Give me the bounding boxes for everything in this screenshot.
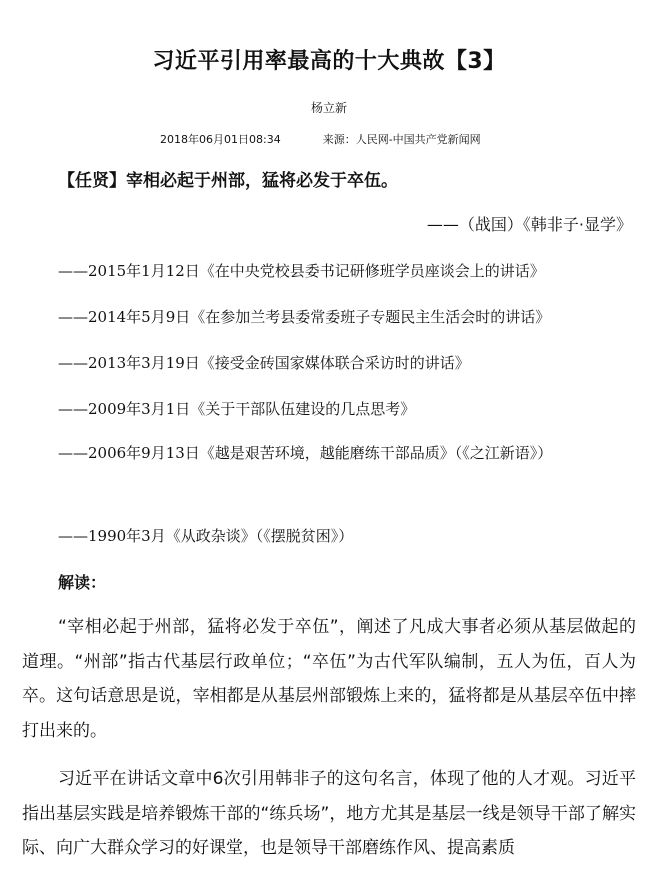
article-title: 习近平引用率最高的十大典故【3】 [152,49,506,74]
citation-item: ——2015年1月12日《在中央党校县委书记研修班学员座谈会上的讲话》 [58,262,545,280]
citation-item: ——1990年3月《从政杂谈》（《摆脱贫困》） [58,527,354,545]
publish-date: 2018年06月01日08:34 [160,133,281,146]
citation-item: ——2009年3月1日《关于干部队伍建设的几点思考》 [58,400,416,418]
interpretation-label: 解读： [58,573,107,592]
quote-attribution: ——（战国）《韩非子·显学》 [426,215,632,234]
interpretation-paragraph: 习近平在讲话文章中6次引用韩非子的这句名言，体现了他的人才观。习近平指出基层实践是培养锻炼干部的“练兵场”，地方尤其是基层一线是领导干部了解实际、向广大群众学习的好课堂，也是领导干部磨练作风、提高素质 [22,769,636,858]
interpretation-paragraph: “宰相必起于州部，猛将必发于卒伍”，阐述了凡成大事者必须从基层做起的道理。“州部”指古代基层行政单位；“卒伍”为古代军队编制，五人为伍，百人为卒。这句话意思是说，宰相都是从基层州部锻炼上来的，猛将都是从基层卒伍中摔打出来的。 [22,617,636,741]
article-meta [160,131,481,147]
article-source: 来源：人民网-中国共产党新闻网 [322,133,481,146]
quote-heading: 【任贤】宰相必起于州部，猛将必发于卒伍。 [58,171,398,191]
citation-item: ——2006年9月13日《越是艰苦环境，越能磨练干部品质》（《之江新语》） [58,444,553,462]
article-author: 杨立新 [310,101,347,115]
citation-item: ——2013年3月19日《接受金砖国家媒体联合采访时的讲话》 [58,354,470,372]
citation-item: ——2014年5月9日《在参加兰考县委常委班子专题民主生活会时的讲话》 [58,308,551,326]
